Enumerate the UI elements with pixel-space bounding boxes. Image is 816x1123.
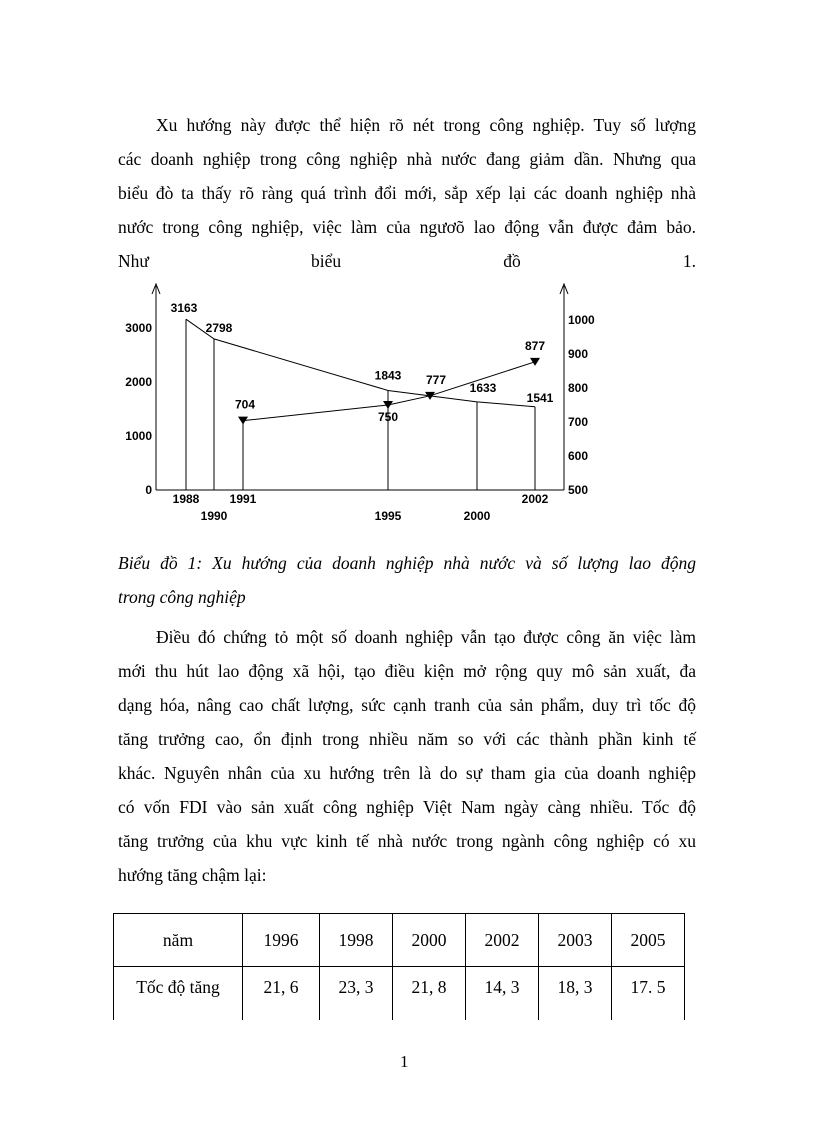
text-line: hướng tăng chậm lại:: [118, 865, 267, 885]
enterprise-data-label: 1633: [469, 380, 497, 395]
text-fragment-4: 1.: [682, 251, 696, 271]
left-tick-label: 3000: [125, 321, 152, 335]
enterprise-data-label: 2798: [205, 320, 233, 335]
right-tick-label: 700: [568, 415, 589, 429]
labor-point-marker: [530, 358, 540, 366]
left-tick-label: 1000: [125, 429, 152, 443]
text-line: mới thu hút lao động xã hội, tạo điều kiện mở rộng quy mô sản xuất, đa: [118, 661, 696, 681]
analysis-paragraph: [118, 620, 696, 892]
table-value-cell: 23, 3: [320, 967, 393, 1039]
text-line: tăng trưởng của khu vực kinh tế nhà nước trong ngành công nghiệp có xu: [118, 831, 696, 851]
text-line: biểu đò ta thấy rõ ràng quá trình đổi mới, sắp xếp lại các doanh nghiệp nhà: [118, 183, 696, 203]
left-tick-label: 0: [145, 483, 152, 497]
text-fragment-1: Như: [118, 251, 149, 271]
table-row: [114, 914, 685, 967]
x-tick-label: 1995: [374, 509, 402, 523]
table-year-cell: 2002: [466, 914, 539, 967]
left-tick-label: 2000: [125, 375, 152, 389]
table-header-year-label: năm: [114, 914, 243, 967]
x-tick-label: 1991: [229, 492, 257, 506]
table-value-cell: 21, 6: [243, 967, 320, 1039]
labor-data-label: 750: [377, 410, 399, 424]
labor-data-label: 877: [524, 338, 546, 353]
enterprise-data-label: 1843: [374, 368, 402, 383]
intro-paragraph: [118, 108, 696, 278]
table-value-cell: 17. 5: [612, 967, 685, 1039]
text-line: tăng trưởng cao, ổn định trong nhiều năm so với các thành phần kinh tế: [118, 729, 696, 749]
x-tick-label: 1988: [172, 492, 200, 506]
right-tick-label: 900: [568, 347, 589, 361]
figure-caption-line-1: Biểu đồ 1: Xu hướng của doanh nghiệp nhà nước và số lượng lao động: [118, 553, 696, 573]
text-line: [118, 244, 696, 278]
labor-data-label: 704: [234, 397, 256, 412]
page-number: 1: [400, 1052, 409, 1071]
enterprise-labor-chart: [110, 278, 610, 528]
table-value-cell: 18, 3: [539, 967, 612, 1039]
figure-caption-line-2: trong công nghiệp: [118, 587, 246, 607]
right-tick-label: 1000: [568, 313, 595, 327]
right-tick-label: 600: [568, 449, 589, 463]
table-value-cell: 21, 8: [393, 967, 466, 1039]
page-break-mask: [100, 1020, 720, 1050]
text-line: Điều đó chứng tỏ một số doanh nghiệp vẫn tạo được công ăn việc làm: [156, 627, 696, 647]
table-row-label: Tốc độ tăng: [114, 967, 243, 1039]
right-tick-label: 500: [568, 483, 589, 497]
right-tick-label: 800: [568, 381, 589, 395]
text-line: có vốn FDI vào sản xuất công nghiệp Việt Nam ngày càng nhiều. Tốc độ: [118, 797, 696, 817]
x-tick-label: 2002: [521, 492, 549, 506]
text-fragment-3: đồ: [503, 251, 521, 271]
text-line: nước trong công nghiệp, việc làm của ngươõ lao động vẫn được đảm bảo.: [118, 217, 696, 237]
table-value-cell: 14, 3: [466, 967, 539, 1039]
text-line: khác. Nguyên nhân của xu hướng trên là do sự tham gia của doanh nghiệp: [118, 763, 696, 783]
enterprise-data-label: 3163: [170, 301, 198, 316]
text-line: các doanh nghiệp trong công nghiệp nhà nước đang giảm dần. Nhưng qua: [118, 149, 696, 169]
table-year-cell: 1996: [243, 914, 320, 967]
labor-data-label: 777: [425, 372, 447, 387]
text-line: dạng hóa, nâng cao chất lượng, sức cạnh tranh của sản phẩm, duy trì tốc độ: [118, 695, 696, 715]
x-tick-label: 2000: [463, 509, 491, 523]
table-year-cell: 2005: [612, 914, 685, 967]
table-year-cell: 2003: [539, 914, 612, 967]
text-line: Xu hướng này được thể hiện rõ nét trong công nghiệp. Tuy số lượng: [156, 115, 696, 135]
table-year-cell: 1998: [320, 914, 393, 967]
text-fragment-2: biểu: [310, 251, 342, 271]
table-year-cell: 2000: [393, 914, 466, 967]
x-tick-label: 1990: [200, 509, 228, 523]
enterprise-data-label: 1541: [526, 390, 554, 405]
